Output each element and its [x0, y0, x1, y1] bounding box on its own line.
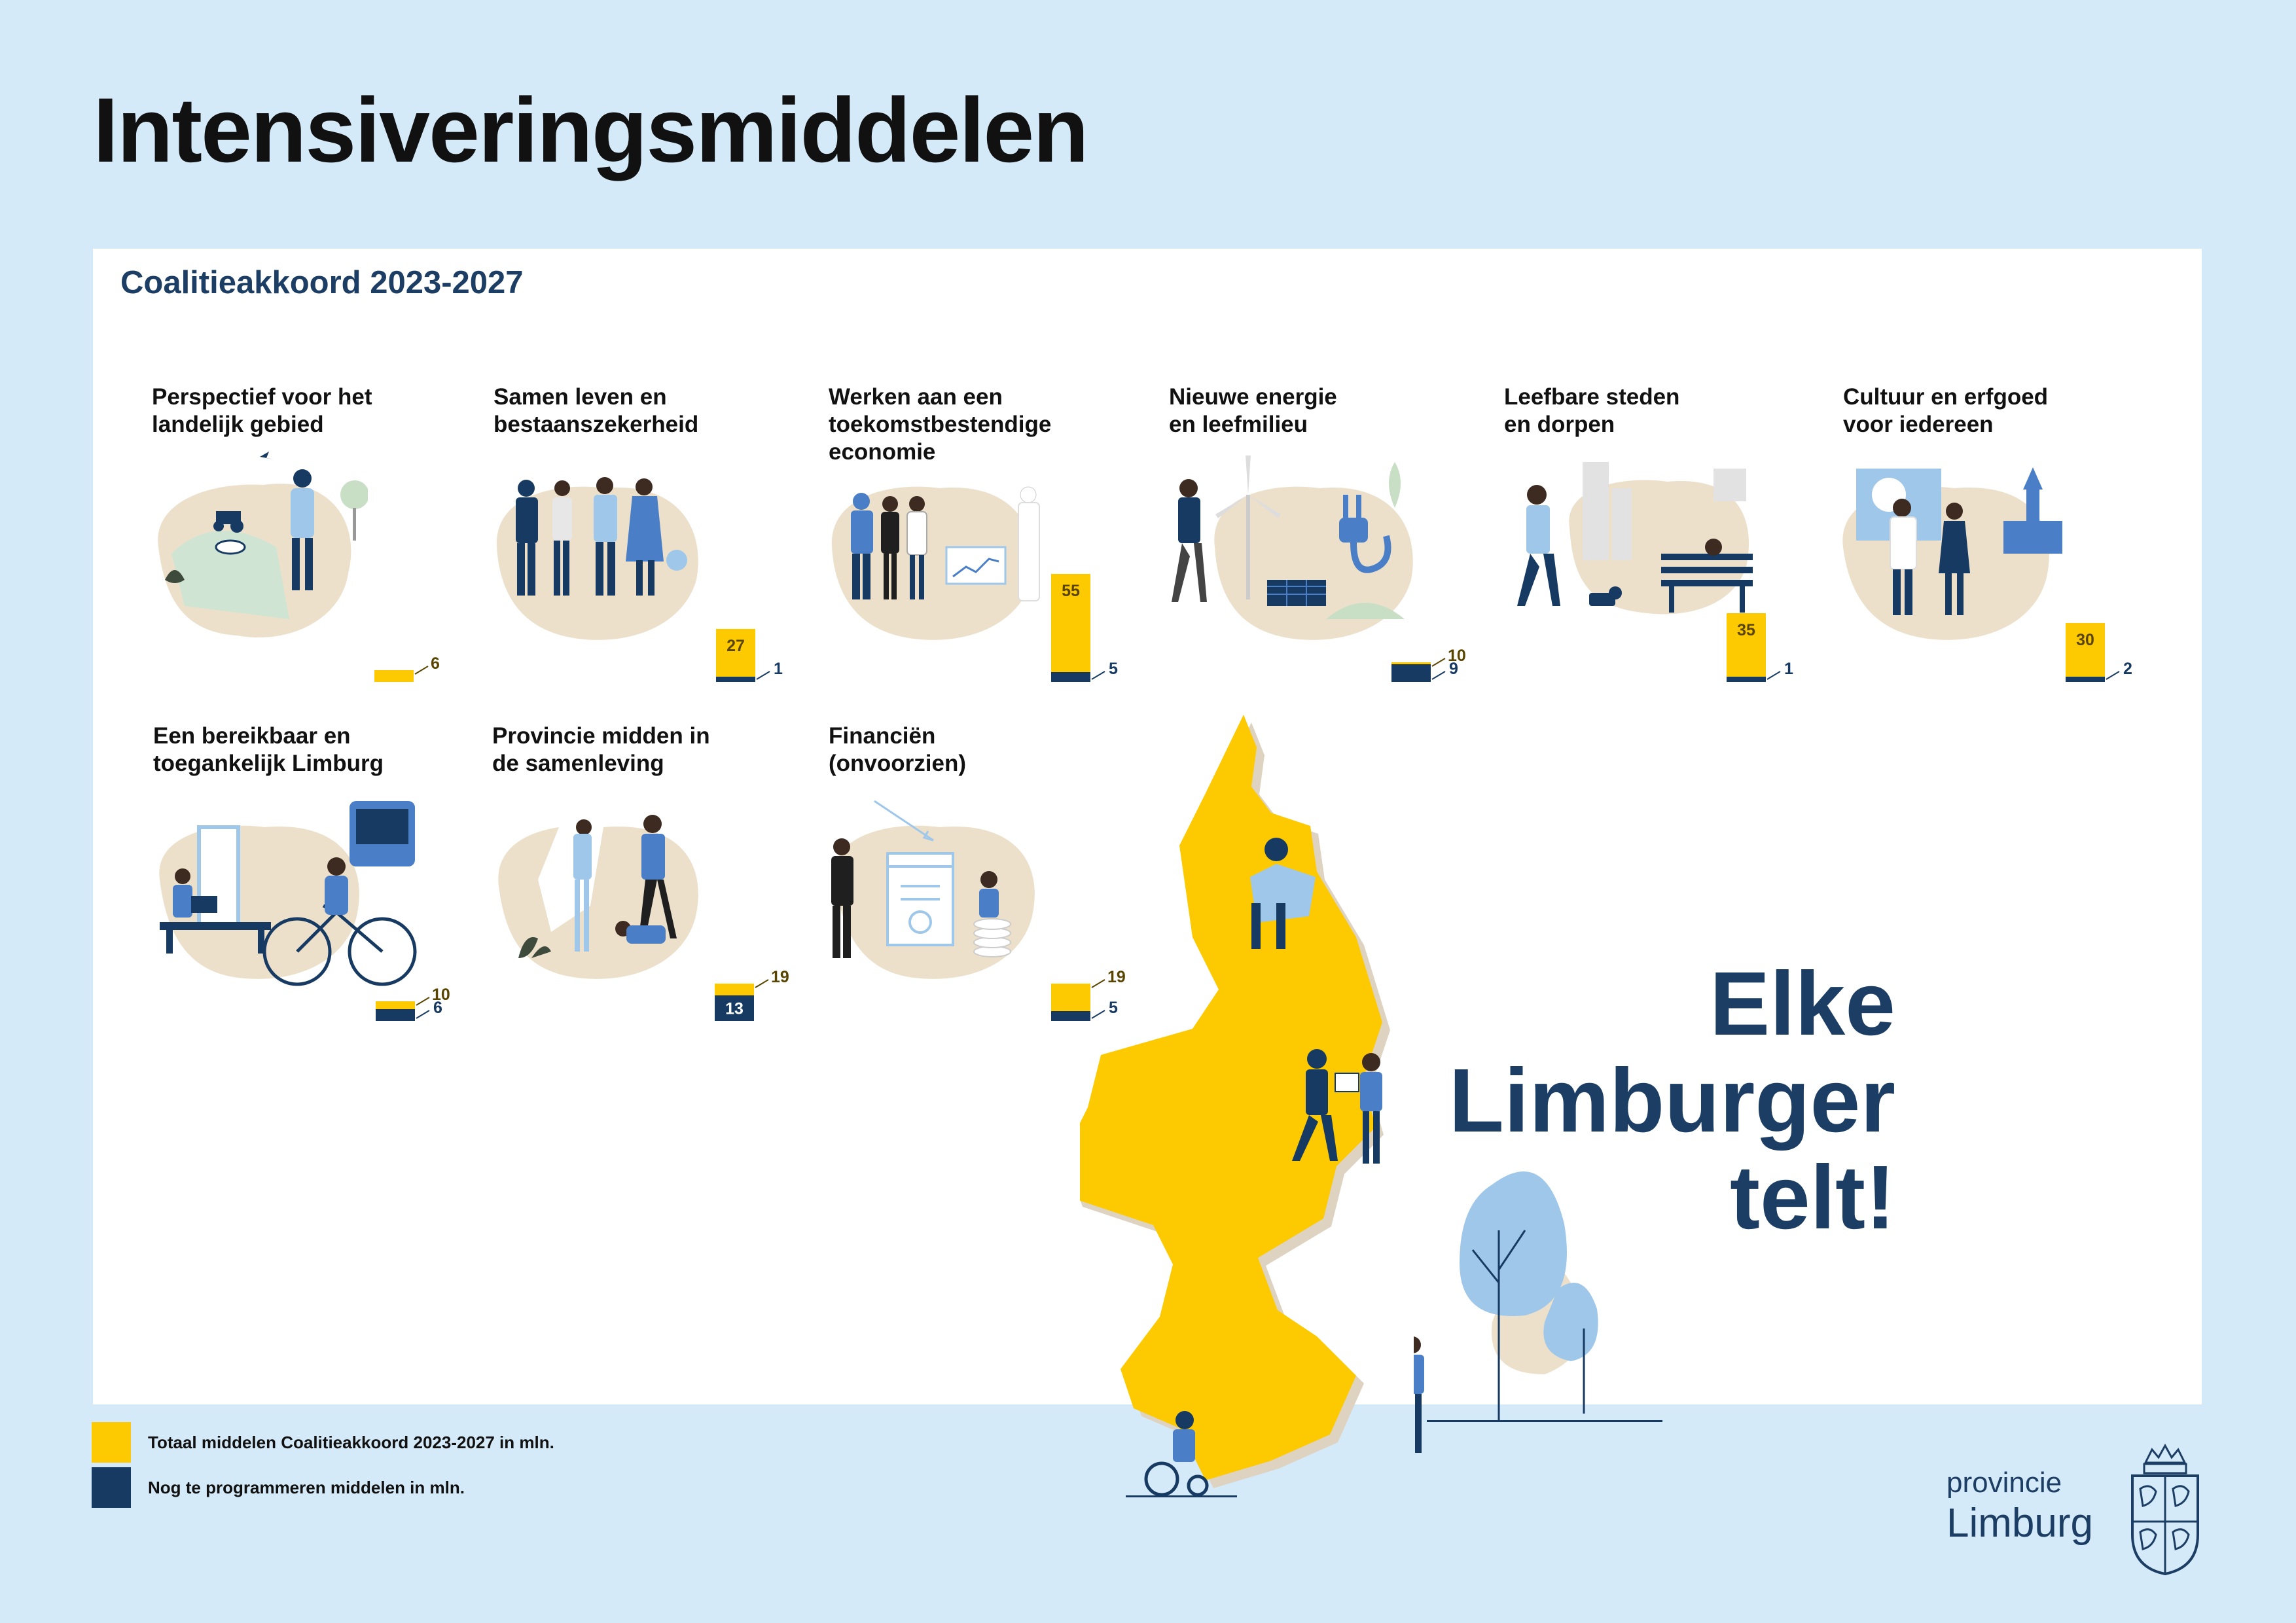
legend-item-total [92, 1422, 554, 1463]
tile-bar-chart [1385, 383, 1496, 685]
tile-bereikbaar [153, 722, 480, 1037]
provincie-limburg-logo: provincie Limburg [1946, 1467, 2093, 1546]
tile-samenleving [492, 722, 819, 1037]
tile-title: Perspectief voor het landelijk gebied [152, 384, 372, 437]
bar-program [1051, 672, 1090, 682]
tile-steden-dorpen [1504, 383, 1831, 698]
tile-economie [829, 383, 1156, 698]
finance-coins-illustration [822, 788, 1071, 997]
bar-total-label: 27 [726, 637, 745, 655]
tile-title: Cultuur en erfgoed voor iedereen [1843, 384, 2049, 437]
page-title: Intensiveringsmiddelen [93, 79, 1088, 181]
bar-program-label: 2 [2123, 660, 2132, 678]
leader-line [1432, 658, 1445, 666]
farmer-tractor-illustration [145, 449, 368, 658]
leader-line [2106, 671, 2119, 679]
leader-line [1432, 671, 1445, 679]
workers-illustration [822, 449, 1045, 658]
leader-line [415, 666, 428, 674]
legend-item-program [92, 1467, 465, 1508]
leader-line [416, 997, 429, 1005]
bar-program [1391, 664, 1431, 682]
tile-samen-leven [493, 383, 821, 698]
tile-bar-chart [708, 722, 819, 1024]
tile-cultuur-erfgoed [1843, 383, 2170, 698]
bar-program [2066, 677, 2105, 682]
bar-total-label: 30 [2076, 631, 2094, 649]
bar-program-label: 5 [1109, 660, 1118, 678]
bar-program [1727, 677, 1766, 682]
tile-title: Nieuwe energie en leefmilieu [1169, 384, 1337, 437]
bar-program-label: 13 [725, 999, 744, 1018]
bar-total-label: 10 [1448, 647, 1466, 665]
bar-program [376, 1009, 415, 1021]
legend-label-total: Totaal middelen Coalitieakkoord 2023-2027 in mln. [148, 1432, 554, 1452]
legend-swatch-total [92, 1422, 131, 1463]
legend-label-program: Nog te programmeren middelen in mln. [148, 1477, 465, 1497]
bar-program-label: 6 [433, 999, 442, 1017]
bar-program-label: 1 [774, 660, 783, 678]
tile-title: Financiën (onvoorzien) [829, 723, 966, 776]
tile-bar-chart [709, 383, 821, 685]
tile-bar-chart [369, 722, 480, 1024]
bar-total-label: 6 [431, 654, 440, 673]
tile-title: Samen leven en bestaanszekerheid [493, 384, 699, 437]
bar-total-label: 19 [1107, 968, 1126, 986]
bar-program-label: 5 [1109, 999, 1118, 1017]
bar-total [374, 670, 414, 682]
tile-energie [1169, 383, 1496, 698]
bar-total-label: 19 [771, 968, 789, 986]
museum-church-illustration [1837, 449, 2085, 658]
leader-line [757, 671, 770, 679]
bar-program-label: 9 [1449, 660, 1458, 678]
tile-bar-chart [368, 383, 479, 685]
limburg-province-map-illustration [1080, 707, 1446, 1558]
bar-total-label: 55 [1062, 582, 1080, 600]
helping-people-illustration [486, 788, 734, 997]
limburg-crest-icon [2126, 1443, 2204, 1580]
tagline: Elke Limburger telt! [1448, 954, 1895, 1248]
tile-title: Leefbare steden en dorpen [1504, 384, 1680, 437]
tile-bar-chart [1045, 383, 1156, 685]
leader-line [755, 980, 768, 988]
bar-program [716, 677, 755, 682]
tile-bar-chart [2059, 383, 2170, 685]
tile-landelijk-gebied [152, 383, 479, 698]
bar-total-label: 10 [432, 986, 450, 1004]
community-people-illustration [487, 449, 709, 658]
bar-total-label: 35 [1737, 621, 1755, 639]
panel-subtitle: Coalitieakkoord 2023-2027 [120, 265, 524, 300]
bar-program-label: 1 [1784, 660, 1793, 678]
leader-line [416, 1010, 429, 1018]
legend-swatch-program [92, 1467, 131, 1508]
tile-title: Werken aan een toekomstbestendige economie [829, 384, 1052, 465]
tile-title: Provincie midden in de samenleving [492, 723, 710, 776]
leader-line [1092, 671, 1105, 679]
tile-bar-chart [1720, 383, 1831, 685]
leader-line [1767, 671, 1780, 679]
tile-title: Een bereikbaar en toegankelijk Limburg [153, 723, 384, 776]
